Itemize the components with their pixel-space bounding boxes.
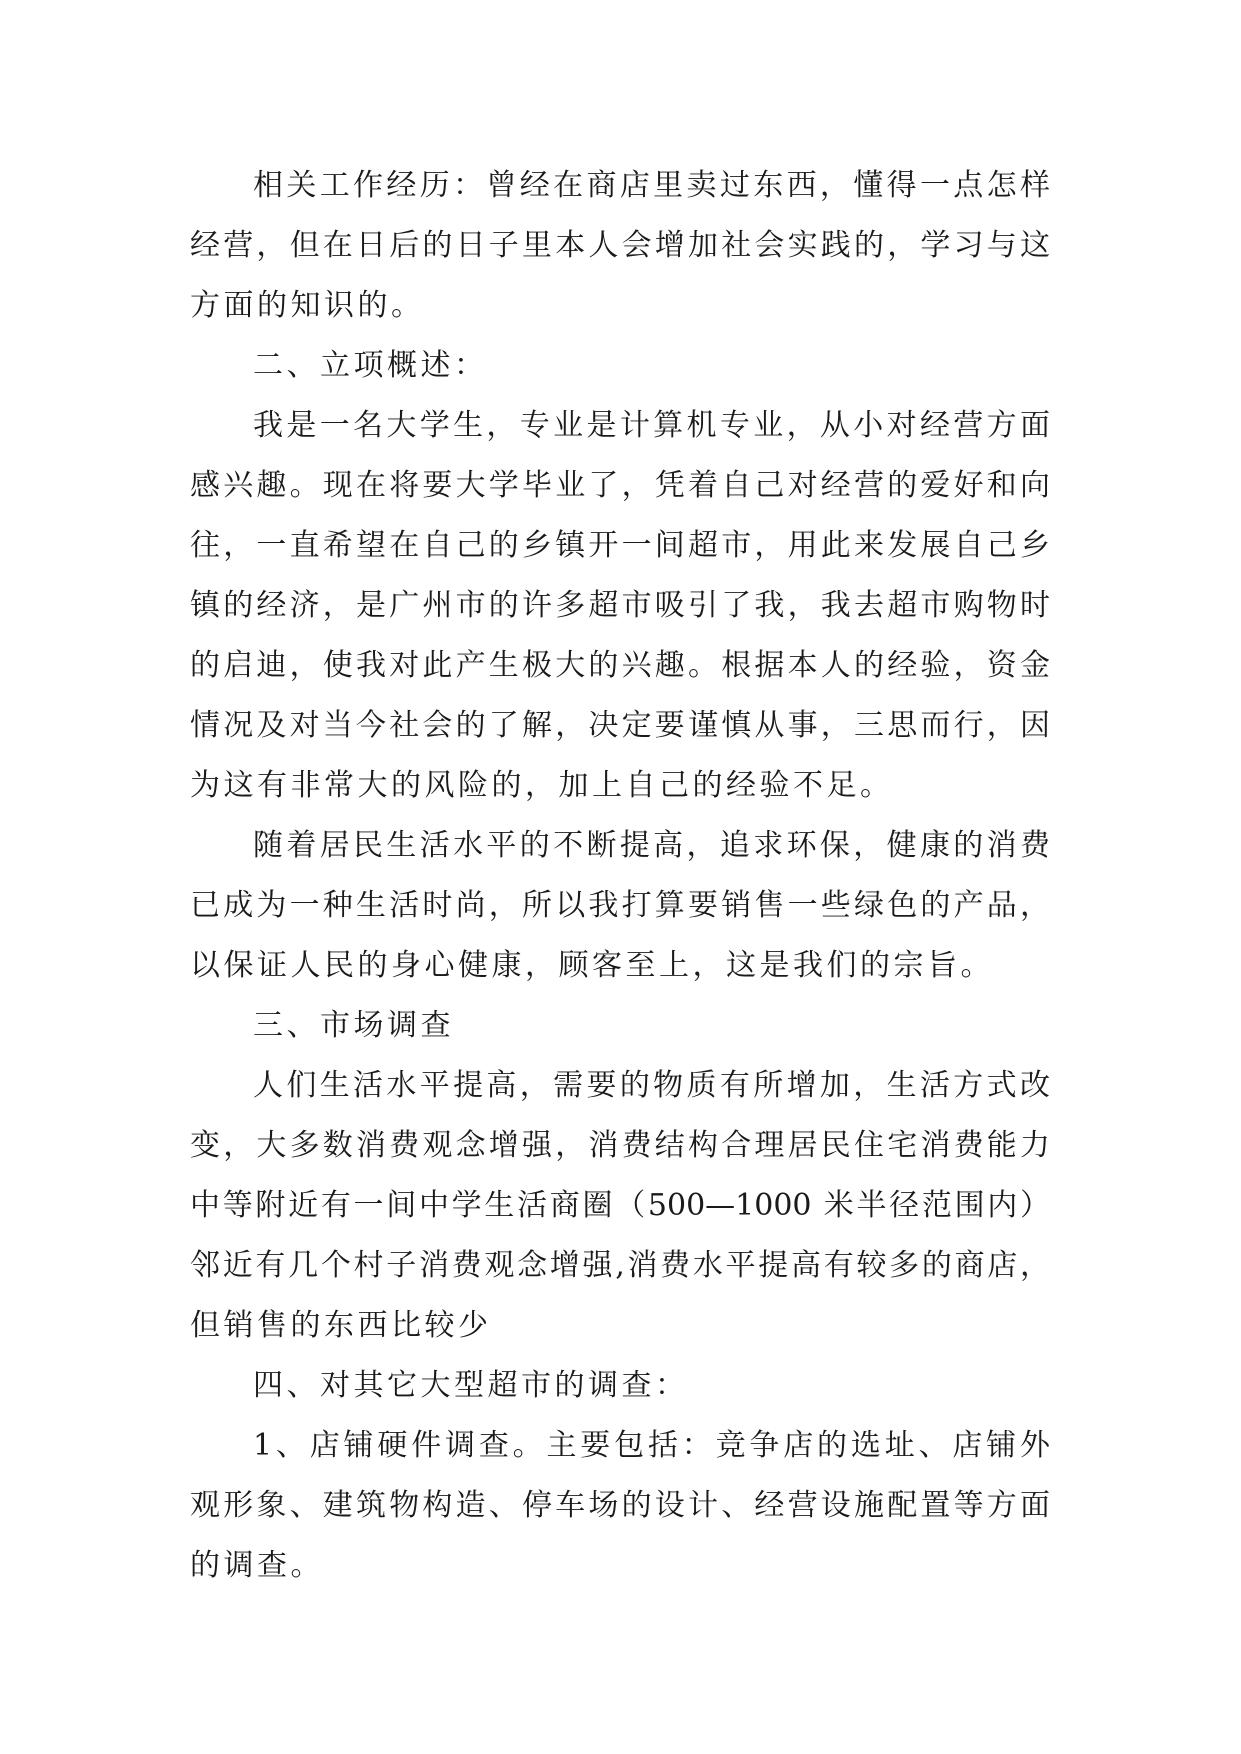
- text-line: 的启迪，使我对此产生极大的兴趣。根据本人的经验，资金: [190, 648, 1050, 683]
- text-line: 但销售的东西比较少: [190, 1308, 492, 1343]
- text-line: 镇的经济，是广州市的许多超市吸引了我，我去超市购物时: [190, 588, 1050, 623]
- paragraph-store-survey: [190, 1416, 1050, 1596]
- paragraph-overview: [190, 396, 1050, 816]
- text-line: 观形象、建筑物构造、停车场的设计、经营设施配置等方面: [190, 1488, 1050, 1523]
- section-heading: 四、对其它大型超市的调查：: [253, 1368, 689, 1403]
- text-line: 为这有非常大的风险的，加上自己的经验不足。: [190, 768, 894, 803]
- paragraph-work-experience: [190, 156, 1050, 336]
- text-line: 已成为一种生活时尚，所以我打算要销售一些绿色的产品，: [190, 888, 1050, 923]
- text-line: 经营，但在日后的日子里本人会增加社会实践的，学习与这: [190, 228, 1050, 263]
- text-line: 以保证人民的身心健康，顾客至上，这是我们的宗旨。: [190, 948, 994, 983]
- section-heading-overview: [190, 336, 1050, 396]
- text-line: 邻近有几个村子消费观念增强,消费水平提高有较多的商店，: [190, 1248, 1050, 1283]
- paragraph-living-standard: [190, 816, 1050, 996]
- text-line: 的调查。: [190, 1548, 324, 1583]
- text-line: 中等附近有一间中学生活商圈（500—1000 米半径范围内）: [190, 1188, 1050, 1223]
- text-line: 随着居民生活水平的不断提高，追求环保，健康的消费: [253, 828, 1050, 863]
- text-line: 1、店铺硬件调查。主要包括：竞争店的选址、店铺外: [253, 1428, 1050, 1463]
- section-heading: 二、立项概述：: [253, 348, 488, 383]
- text-line: 感兴趣。现在将要大学毕业了，凭着自己对经营的爱好和向: [190, 468, 1050, 503]
- paragraph-market: [190, 1056, 1050, 1356]
- section-heading-market: [190, 996, 1050, 1056]
- text-line: 方面的知识的。: [190, 288, 425, 323]
- document-body: [190, 156, 1050, 1596]
- text-line: 我是一名大学生，专业是计算机专业，从小对经营方面: [253, 408, 1050, 443]
- text-line: 往，一直希望在自己的乡镇开一间超市，用此来发展自己乡: [190, 528, 1050, 563]
- section-heading-competitors: [190, 1356, 1050, 1416]
- text-line: 人们生活水平提高，需要的物质有所增加，生活方式改: [253, 1068, 1050, 1103]
- text-line: 相关工作经历：曾经在商店里卖过东西，懂得一点怎样: [253, 168, 1050, 203]
- section-heading: 三、市场调查: [253, 1008, 454, 1043]
- text-line: 情况及对当今社会的了解，决定要谨慎从事，三思而行，因: [190, 708, 1050, 743]
- text-line: 变，大多数消费观念增强，消费结构合理居民住宅消费能力: [190, 1128, 1050, 1163]
